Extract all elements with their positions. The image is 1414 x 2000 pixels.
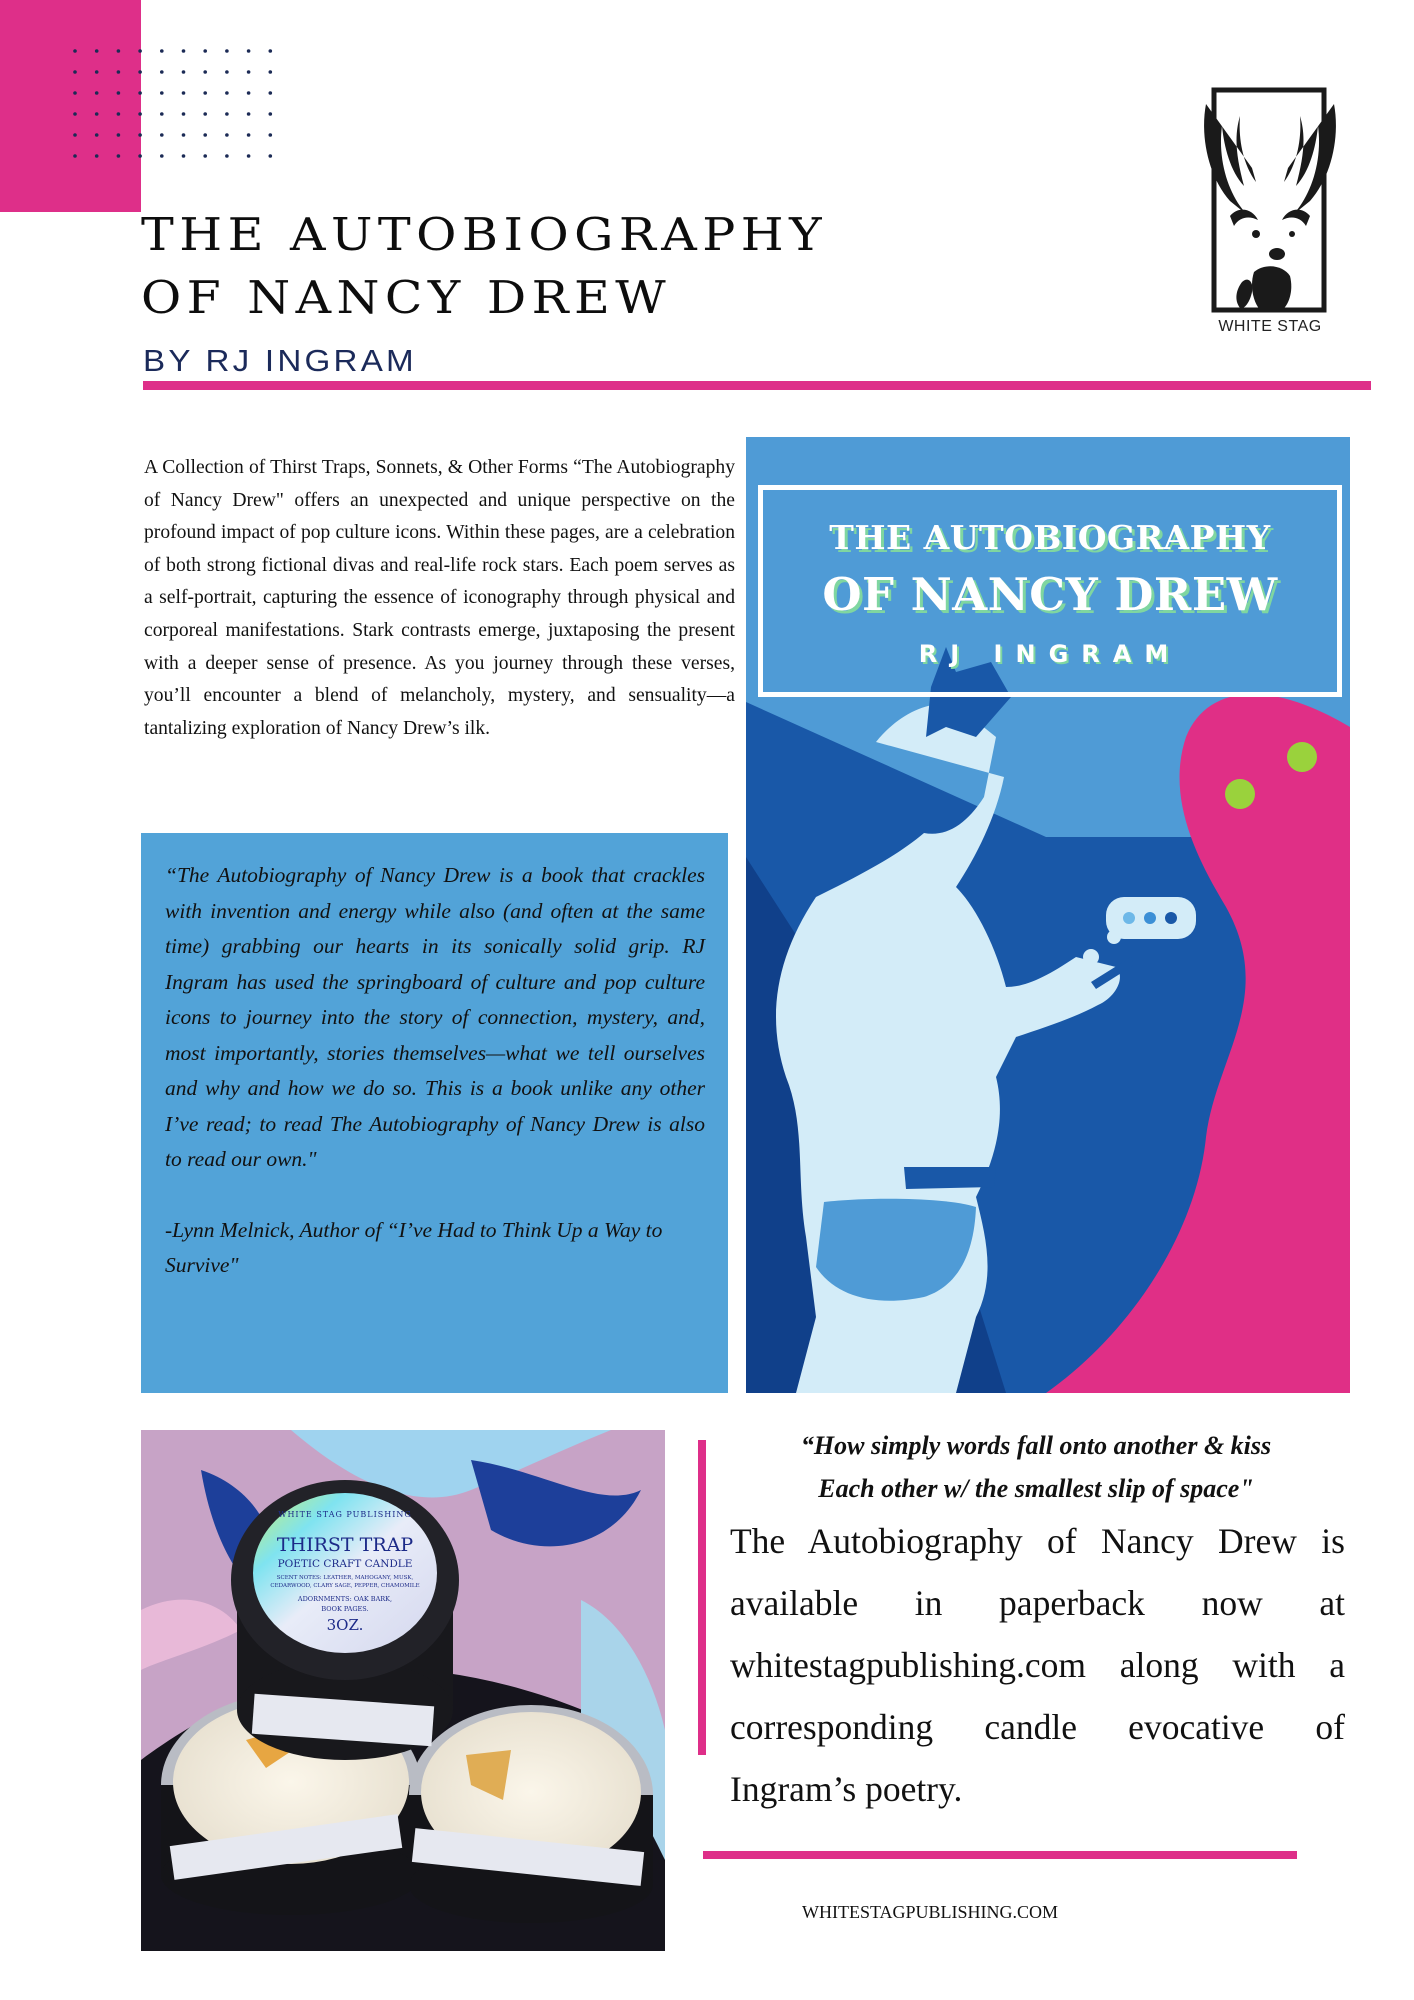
decorative-dot: [225, 91, 229, 95]
decorative-dot: [73, 91, 77, 95]
decorative-dot: [117, 91, 121, 95]
decorative-dot: [73, 112, 77, 116]
decorative-dot: [138, 70, 142, 74]
decorative-dot: [160, 133, 164, 137]
decorative-dot: [247, 49, 251, 53]
decorative-dot: [269, 91, 273, 95]
candle-product-photo: [141, 1430, 665, 1951]
cover-title-line-2: OF NANCY DREW: [822, 568, 1278, 621]
book-cover-image: [746, 437, 1350, 1393]
decorative-dot: [269, 70, 273, 74]
decorative-dot: [203, 112, 207, 116]
decorative-dot: [117, 112, 121, 116]
decorative-dot: [73, 154, 77, 158]
decorative-dot: [182, 49, 186, 53]
decorative-dot: [225, 133, 229, 137]
decorative-dot: [138, 91, 142, 95]
praise-quote: [165, 858, 705, 1284]
decorative-dot: [95, 154, 99, 158]
decorative-dot: [73, 49, 77, 53]
decorative-dot: [225, 154, 229, 158]
decorative-dot: [247, 112, 251, 116]
decorative-dot: [203, 91, 207, 95]
page-title-line-1: THE AUTOBIOGRAPHY: [141, 208, 828, 261]
decorative-dot: [182, 70, 186, 74]
decorative-dot: [160, 154, 164, 158]
decorative-dot: [160, 91, 164, 95]
decorative-dot: [160, 112, 164, 116]
page-title-line-2: OF NANCY DREW: [141, 271, 672, 324]
decorative-dot: [182, 133, 186, 137]
decorative-dot: [95, 49, 99, 53]
decorative-dot: [160, 49, 164, 53]
decorative-dot: [225, 112, 229, 116]
decorative-dot: [269, 133, 273, 137]
availability-paragraph: The Autobiography of Nancy Drew is available in paperback now at whitestagpublishing.com along with a corresponding candle evocative of Ingram’s poetry.: [730, 1521, 1345, 1809]
decorative-dot: [95, 70, 99, 74]
decorative-dot: [138, 133, 142, 137]
logo-wordmark: WHITE STAG: [1218, 318, 1322, 335]
decorative-dot: [117, 154, 121, 158]
decorative-dot: [269, 112, 273, 116]
vertical-accent-bar: [698, 1440, 706, 1755]
decorative-dot: [117, 70, 121, 74]
decorative-dot: [73, 70, 77, 74]
decorative-dot: [182, 112, 186, 116]
candle-scent-notes: SCENT NOTES: LEATHER, MAHOGANY, MUSK, CEDARWOOD, CLARY SAGE, PEPPER, CHAMOMILE: [270, 1575, 420, 1589]
decorative-dot: [225, 70, 229, 74]
decorative-dot: [203, 154, 207, 158]
poem-quote: [722, 1424, 1350, 1510]
decorative-dot: [73, 133, 77, 137]
cover-green-dot: [1225, 779, 1255, 809]
decorative-dot: [160, 70, 164, 74]
decorative-dot: [269, 154, 273, 158]
candle-publisher: WHITE STAG PUBLISHING: [278, 1510, 412, 1519]
decorative-dot: [138, 154, 142, 158]
cover-author: RJ INGRAM: [918, 640, 1182, 668]
candle-label: [257, 1496, 433, 1646]
decorative-dot: [269, 49, 273, 53]
praise-quote-text: “The Autobiography of Nancy Drew is a book that crackles with invention and energy while also (and often at the same time) grabbing our hearts in its sonically solid grip. RJ Ingram has used the springboard of culture and pop culture icons to journey into the story of connection, mystery, and, most importantly, stories themselves—what we tell ourselves and why and how we do so. This is a book unlike any other I’ve read; to read The Autobiography of Nancy Drew is also to read our own.": [165, 863, 705, 1171]
decorative-dot: [203, 70, 207, 74]
decorative-dot: [203, 133, 207, 137]
decorative-dot: [117, 49, 121, 53]
candle-name: THIRST TRAP: [276, 1534, 414, 1556]
candle-size: 3OZ.: [326, 1616, 364, 1634]
decorative-dot: [247, 154, 251, 158]
decorative-dot: [138, 49, 142, 53]
decorative-dot: [95, 91, 99, 95]
candle-adornments: ADORNMENTS: OAK BARK, BOOK PAGES.: [297, 1595, 393, 1613]
decorative-dot: [182, 91, 186, 95]
cover-title-line-1: THE AUTOBIOGRAPHY: [829, 518, 1271, 557]
decorative-dot: [95, 133, 99, 137]
decorative-dot: [225, 49, 229, 53]
poem-quote-line-2: Each other w/ the smallest slip of space": [818, 1474, 1254, 1503]
footer-website-link[interactable]: WHITESTAGPUBLISHING.COM: [801, 1902, 1059, 1922]
cover-title-box: [758, 485, 1342, 697]
white-stag-logo: [1200, 86, 1340, 346]
candle-type: POETIC CRAFT CANDLE: [277, 1558, 413, 1570]
header-divider: [143, 381, 1371, 390]
decorative-dot: [138, 112, 142, 116]
decorative-dot: [247, 133, 251, 137]
decorative-dot: [117, 133, 121, 137]
intro-paragraph: A Collection of Thirst Traps, Sonnets, & Other Forms “The Autobiography of Nancy Drew" offers an unexpected and unique perspective on the profound impact of pop culture icons. Within these pages, are a celebration of both strong fictional divas and real-life rock stars. Each poem serves as a self-portrait, capturing the essence of iconography through physical and corporeal manifestations. Stark contrasts emerge, juxtaposing the present with a deeper sense of presence. As you journey through these verses, you’ll encounter a blend of melancholy, mystery, and sensuality—a tantalizing exploration of Nancy Drew’s ilk.: [144, 457, 735, 739]
decorative-dot: [182, 154, 186, 158]
decorative-dot: [203, 49, 207, 53]
stag-head-icon: [1204, 90, 1336, 310]
praise-attribution: -Lynn Melnick, Author of “I’ve Had to Think Up a Way to Survive": [165, 1217, 663, 1277]
footer-divider: [703, 1851, 1297, 1859]
decorative-dot: [247, 70, 251, 74]
cover-green-dot: [1287, 742, 1317, 772]
decorative-dot: [247, 91, 251, 95]
dot-grid-decoration: [70, 46, 280, 171]
poem-quote-line-1: “How simply words fall onto another & kiss: [800, 1431, 1272, 1460]
author-byline: BY RJ INGRAM: [143, 343, 417, 378]
decorative-dot: [95, 112, 99, 116]
